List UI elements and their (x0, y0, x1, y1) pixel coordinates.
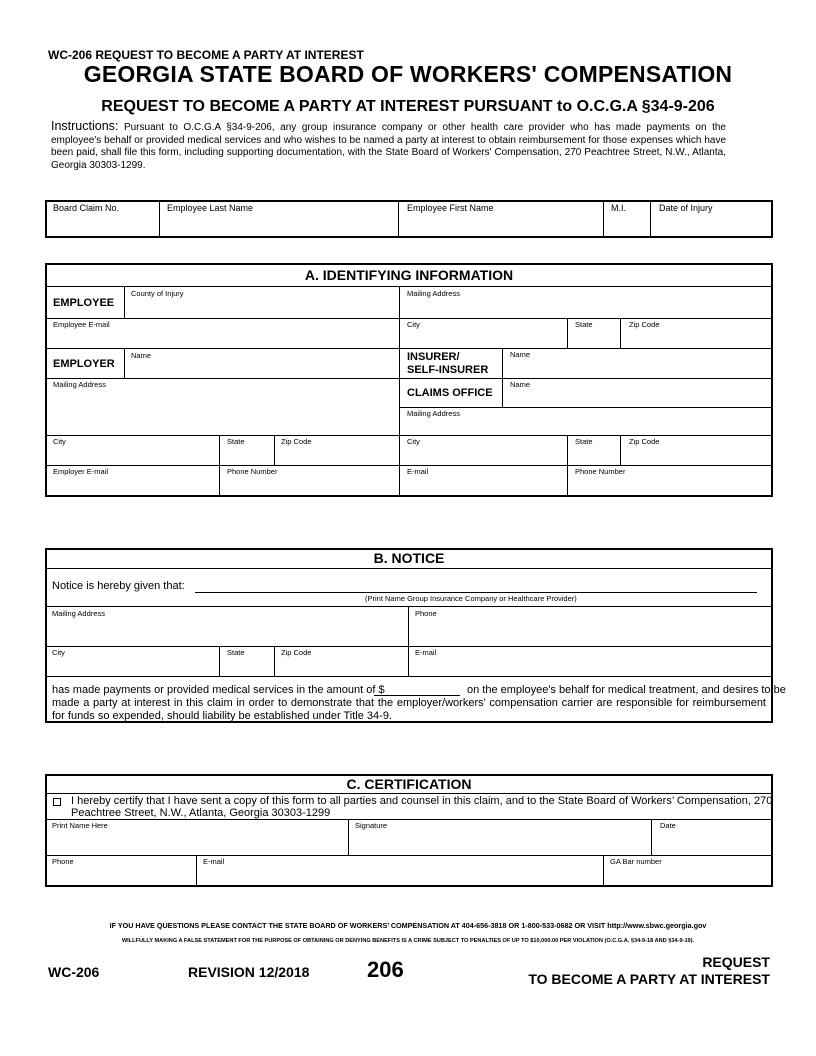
section-a-title: A. IDENTIFYING INFORMATION (304, 267, 514, 283)
employee-heading: EMPLOYEE (53, 297, 115, 309)
employer-mailing-address-field[interactable]: Mailing Address (53, 380, 106, 389)
form-code-header: WC-206 REQUEST TO BECOME A PARTY AT INTEREST (48, 48, 364, 62)
footer-revision: REVISION 12/2018 (188, 964, 310, 980)
print-name-field[interactable]: Print Name Here (52, 821, 108, 830)
county-of-injury-field[interactable]: County of Injury (131, 289, 184, 298)
page-subtitle: REQUEST TO BECOME A PARTY AT INTEREST PURSUANT to O.C.G.A §34-9-206 (101, 98, 715, 115)
employer-heading: EMPLOYER (53, 358, 115, 370)
employee-state-field[interactable]: State (575, 320, 593, 329)
employer-phone-field[interactable]: Phone Number (227, 467, 278, 476)
insurer-heading-line1: INSURER/ (407, 351, 460, 363)
provider-email-field[interactable]: E-mail (415, 648, 437, 657)
employer-city-field[interactable]: City (53, 437, 66, 446)
provider-mailing-address-field[interactable]: Mailing Address (52, 609, 105, 618)
section-b-title: B. NOTICE (373, 550, 445, 566)
section-a-identifying-information (45, 263, 773, 497)
amount-statement-prefix: has made payments or provided medical services in the amount of $ (52, 684, 385, 696)
instructions-text: Pursuant to O.C.G.A §34-9-206, any group insurance company or other health care provider who has made payments on the employee's behalf or provided medical services and who wishes to be named a party at interest to obtain reimbursement for those expenses which have been paid, shall file this form, including supporting documentation, with the State Board of Workers' Compensation, 270 Peachtree Street, N.W., Atlanta, Georgia 30303-1299. (51, 122, 726, 171)
footer-form-code: WC-206 (48, 964, 100, 980)
insurer-name-field[interactable]: Name (510, 350, 531, 359)
insurer-heading-line2: SELF-INSURER (407, 364, 489, 376)
certification-date-field[interactable]: Date (660, 821, 676, 830)
ga-bar-number-field[interactable]: GA Bar number (610, 857, 662, 866)
amount-field[interactable] (374, 695, 460, 696)
employer-name-field[interactable]: Name (131, 351, 152, 360)
employee-first-name-field[interactable]: Employee First Name (407, 203, 494, 213)
instructions (51, 120, 726, 172)
insurer-state-field[interactable]: State (575, 437, 593, 446)
insurer-zip-field[interactable]: Zip Code (629, 437, 660, 446)
claims-office-name-field[interactable]: Name (510, 380, 531, 389)
employee-mailing-address-field[interactable]: Mailing Address (407, 289, 460, 298)
provider-name-caption: (Print Name Group Insurance Company or Healthcare Provider) (365, 594, 577, 603)
employee-city-field[interactable]: City (407, 320, 420, 329)
employee-last-name-field[interactable]: Employee Last Name (167, 203, 254, 213)
certify-checkbox[interactable] (53, 798, 61, 806)
provider-state-field[interactable]: State (227, 648, 245, 657)
footer-form-number: 206 (367, 957, 404, 982)
notice-given-text: Notice is hereby given that: (52, 580, 185, 592)
provider-city-field[interactable]: City (52, 648, 65, 657)
insurer-city-field[interactable]: City (407, 437, 420, 446)
board-claim-no-field[interactable]: Board Claim No. (53, 203, 120, 213)
date-of-injury-field[interactable]: Date of Injury (659, 203, 713, 213)
provider-phone-field[interactable]: Phone (415, 609, 437, 618)
employer-email-field[interactable]: Employer E-mail (53, 467, 109, 476)
provider-name-line[interactable] (195, 592, 757, 593)
footer-request-line2: TO BECOME A PARTY AT INTEREST (528, 971, 770, 987)
contact-notice: IF YOU HAVE QUESTIONS PLEASE CONTACT THE STATE BOARD OF WORKERS’ COMPENSATION AT 404-656-3818 OR 1-800-533-0682 OR VISIT http://www.sbwc.georgia.gov (109, 921, 707, 930)
footer-request-line1: REQUEST (702, 954, 770, 970)
insurer-phone-field[interactable]: Phone Number (575, 467, 626, 476)
amount-statement-suffix: on the employee's behalf for medical treatment, and desires to be (467, 684, 786, 696)
employee-zip-field[interactable]: Zip Code (629, 320, 660, 329)
insurer-mailing-address-field[interactable]: Mailing Address (407, 409, 460, 418)
employee-email-field[interactable]: Employee E-mail (53, 320, 110, 329)
signature-field[interactable]: Signature (355, 821, 388, 830)
certify-text-line1: I hereby certify that I have sent a copy of this form to all parties and counsel in this claim, and to the State Board of Workers’ Compensation, 270 (71, 795, 773, 807)
penalty-warning: WILLFULLY MAKING A FALSE STATEMENT FOR THE PURPOSE OF OBTAINING OR DENYING BENEFITS IS A CRIME SUBJECT TO PENALTIES OF UP TO $10,000.00 PER VIOLATION (O.C.G.A. §34-9-18 AND §34-9-19). (121, 938, 695, 944)
employer-zip-field[interactable]: Zip Code (281, 437, 312, 446)
certifier-phone-field[interactable]: Phone (52, 857, 74, 866)
page-title: GEORGIA STATE BOARD OF WORKERS' COMPENSATION (83, 61, 733, 87)
claims-office-heading: CLAIMS OFFICE (407, 387, 493, 399)
provider-zip-field[interactable]: Zip Code (281, 648, 312, 657)
employer-state-field[interactable]: State (227, 437, 245, 446)
insurer-email-field[interactable]: E-mail (407, 467, 429, 476)
certifier-email-field[interactable]: E-mail (203, 857, 225, 866)
instructions-lead: Instructions: (51, 119, 119, 133)
certify-text-line2: Peachtree Street, N.W., Atlanta, Georgia 30303-1299 (71, 807, 331, 819)
mi-field[interactable]: M.I. (611, 203, 626, 213)
section-c-title: C. CERTIFICATION (346, 776, 472, 792)
amount-statement-continued: made a party at interest in this claim in order to demonstrate that the employer/workers' compensation carrier are responsible for reimbursement for funds so expended, should liability be established under Title 34-9. (52, 697, 766, 722)
